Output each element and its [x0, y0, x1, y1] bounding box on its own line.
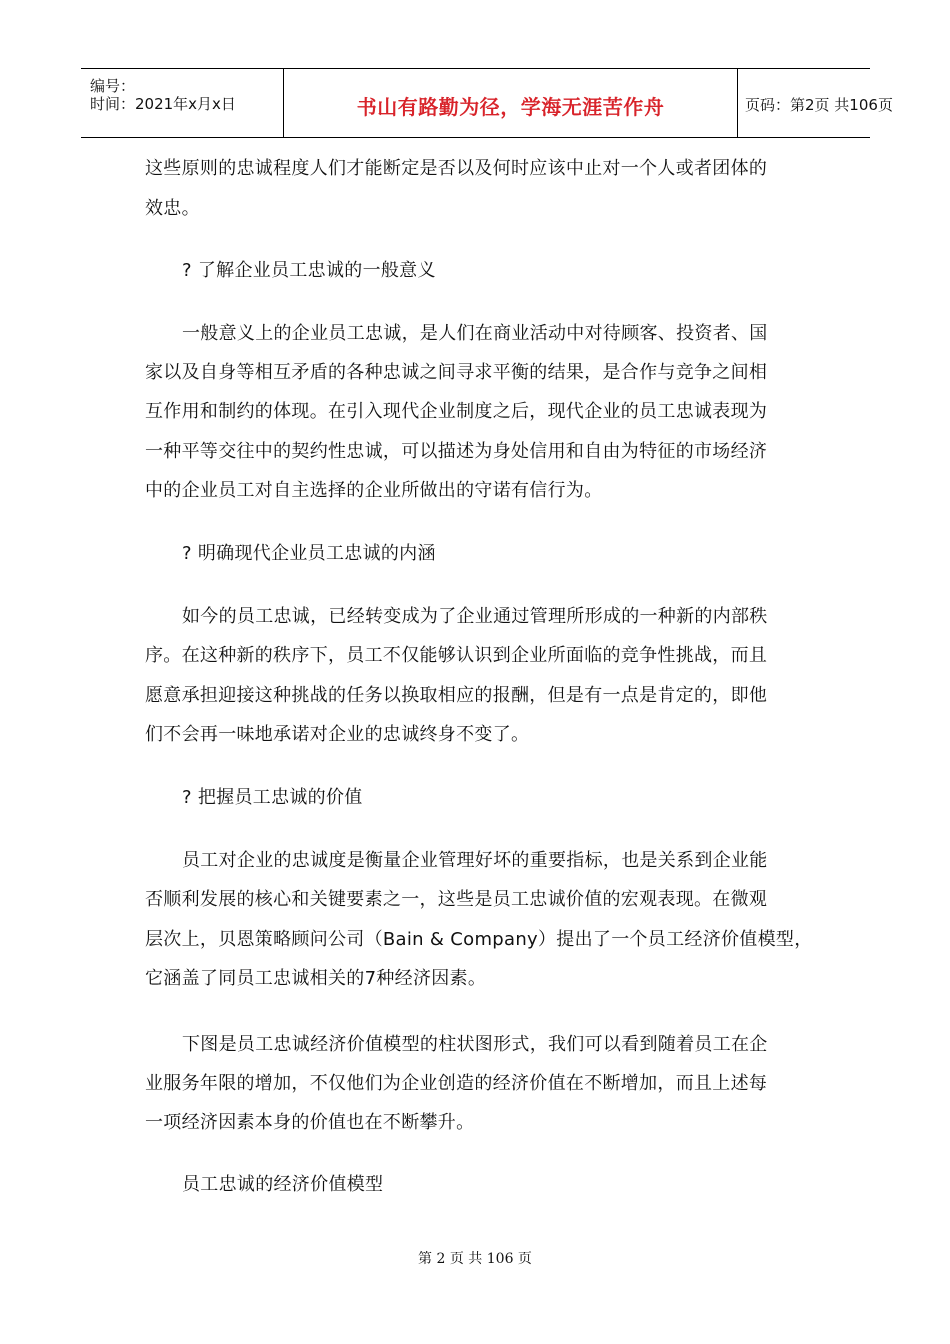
section-heading: ? 了解企业员工忠诚的一般意义: [182, 260, 436, 281]
page-header: [81, 68, 893, 138]
document-time-label: 时间：2021年x月x日: [90, 95, 236, 113]
body-line: 们不会再一味地承诺对企业的忠诚终身不变了。: [145, 724, 530, 745]
body-line: 互作用和制约的体现。在引入现代企业制度之后，现代企业的员工忠诚表现为: [145, 401, 768, 422]
document-number-label: 编号：: [90, 77, 136, 95]
body-line: 否顺利发展的核心和关键要素之一，这些是员工忠诚价值的宏观表现。在微观: [145, 889, 768, 910]
section-heading: ? 明确现代企业员工忠诚的内涵: [182, 543, 436, 564]
body-line: 一项经济因素本身的价值也在不断攀升。: [145, 1112, 475, 1133]
header-page-cell: [737, 69, 893, 137]
body-line: 业服务年限的增加，不仅他们为企业创造的经济价值在不断增加，而且上述每: [145, 1073, 768, 1094]
body-line: 层次上，贝恩策略顾问公司（Bain & Company）提出了一个员工经济价值模型，: [145, 929, 813, 950]
body-line: 下图是员工忠诚经济价值模型的柱状图形式，我们可以看到随着员工在企: [182, 1034, 768, 1055]
section-heading: ? 把握员工忠诚的价值: [182, 787, 363, 808]
page-footer: 第 2 页 共 106 页: [418, 1251, 532, 1267]
header-motto-cell: [283, 69, 738, 137]
body-line: 它涵盖了同员工忠诚相关的7种经济因素。: [145, 968, 487, 989]
header-meta: [81, 69, 283, 137]
header-page-info: 页码：第2页 共106页: [745, 96, 893, 114]
body-line: 一种平等交往中的契约性忠诚，可以描述为身处信用和自由为特征的市场经济: [145, 441, 768, 462]
body-line: 一般意义上的企业员工忠诚，是人们在商业活动中对待顾客、投资者、国: [182, 323, 768, 344]
body-line: 员工对企业的忠诚度是衡量企业管理好坏的重要指标，也是关系到企业能: [182, 850, 768, 871]
body-line: 序。在这种新的秩序下，员工不仅能够认识到企业所面临的竞争性挑战，而且: [145, 645, 768, 666]
body-line: 这些原则的忠诚程度人们才能断定是否以及何时应该中止对一个人或者团体的: [145, 158, 768, 179]
body-line: 中的企业员工对自主选择的企业所做出的守诺有信行为。: [145, 480, 603, 501]
body-line: 家以及自身等相互矛盾的各种忠诚之间寻求平衡的结果，是合作与竞争之间相: [145, 362, 768, 383]
header-motto: 书山有路勤为径，学海无涯苦作舟: [356, 95, 665, 119]
body-line: 效忠。: [145, 198, 200, 219]
figure-caption: 员工忠诚的经济价值模型: [182, 1174, 384, 1195]
body-line: 愿意承担迎接这种挑战的任务以换取相应的报酬，但是有一点是肯定的，即他: [145, 685, 768, 706]
body-line: 如今的员工忠诚，已经转变成为了企业通过管理所形成的一种新的内部秩: [182, 606, 768, 627]
